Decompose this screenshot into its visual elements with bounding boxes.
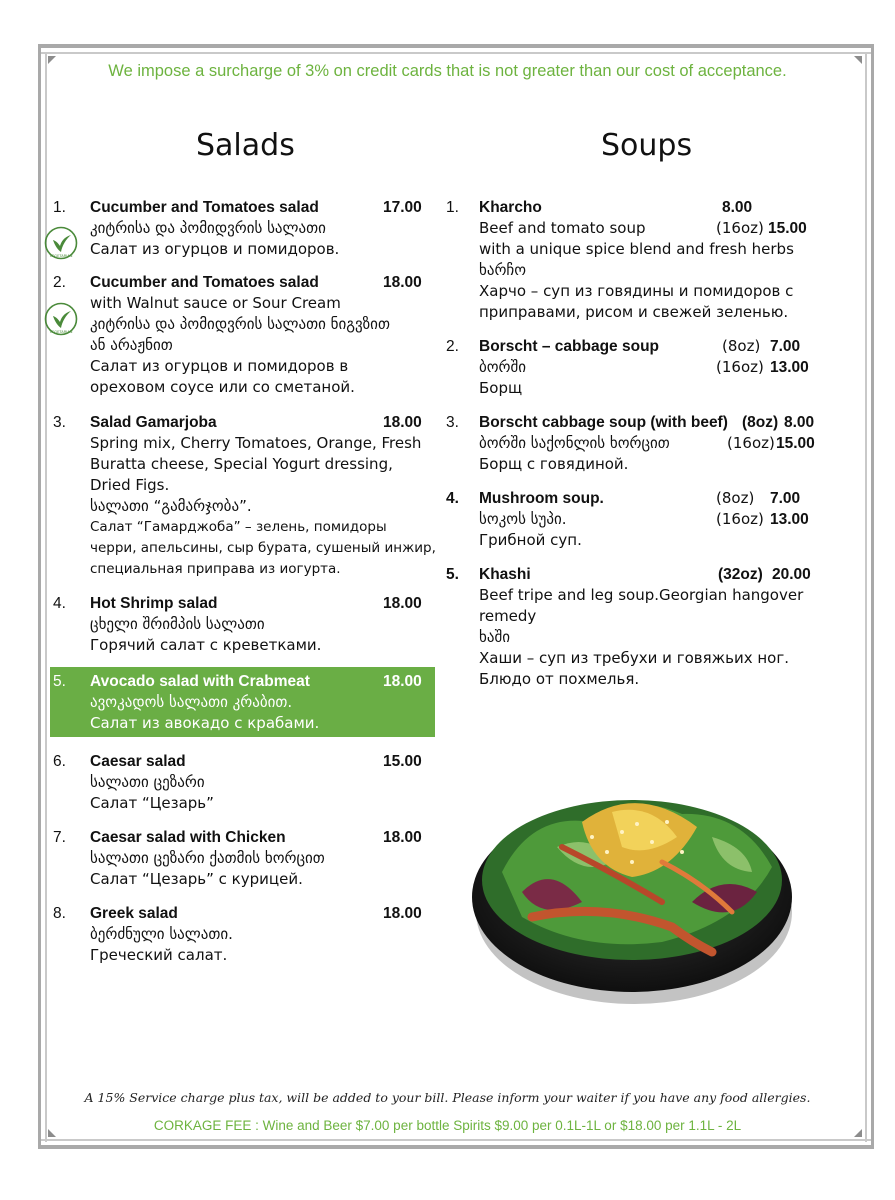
soup-price: 7.00 (770, 490, 801, 507)
salad-price: 17.00 (383, 199, 422, 216)
soup-price: 20.00 (772, 566, 811, 583)
salad-price: 18.00 (383, 673, 422, 690)
soup-name: Kharcho (479, 199, 542, 216)
soup-name: Mushroom soup. (479, 490, 604, 507)
soup-price: 7.00 (770, 338, 801, 355)
soup-size: (16oz) (716, 358, 764, 376)
soup-size: (16oz) (716, 219, 764, 237)
vegetarian-badge-icon (44, 302, 78, 336)
soup-name: Borscht – cabbage soup (479, 338, 660, 355)
salads-title: Salads (196, 128, 295, 163)
frame-bottom-inner (38, 1139, 874, 1141)
soup-size: (32oz) (718, 566, 763, 583)
frame-left-inner (45, 54, 47, 1142)
soup-price: 8.00 (722, 199, 753, 216)
salad-price: 18.00 (383, 829, 422, 846)
salad-name: Caesar salad with Chicken (90, 829, 286, 846)
salad-bowl-photo (462, 752, 802, 1012)
salad-name: Avocado salad with Crabmeat (90, 673, 310, 690)
soup-size: (8oz) (716, 489, 755, 507)
salad-name: Hot Shrimp salad (90, 595, 218, 612)
service-charge-note: A 15% Service charge plus tax, will be added to your bill. Please inform your waiter if you have any food allergies. (84, 1090, 811, 1105)
soup-price: 13.00 (770, 359, 809, 376)
salad-name: Salad Gamarjoba (90, 414, 217, 431)
svg-text:VEGETARIAN: VEGETARIAN (49, 254, 73, 258)
salad-price: 18.00 (383, 905, 422, 922)
vegetarian-badge-icon (44, 226, 78, 260)
soup-size: (8oz) (742, 414, 779, 431)
frame-bottom (38, 1145, 874, 1149)
salad-price: 18.00 (383, 414, 422, 431)
salad-name: Caesar salad (90, 753, 186, 770)
frame-right-inner (865, 54, 867, 1142)
svg-text:VEGETARIAN: VEGETARIAN (49, 330, 73, 334)
soup-size: (16oz) (716, 510, 764, 528)
soup-size: (8oz) (722, 337, 761, 355)
soup-size: (16oz) (727, 434, 775, 452)
soup-name: Khashi (479, 566, 531, 583)
soup-price: 15.00 (776, 435, 815, 452)
surcharge-notice: We impose a surcharge of 3% on credit cards that is not greater than our cost of acceptance. (108, 62, 787, 80)
corkage-fee: CORKAGE FEE : Wine and Beer $7.00 per bottle Spirits $9.00 per 0.1L-1L or $18.00 per 1.1L - 2L (153, 1118, 742, 1133)
frame-left (38, 48, 41, 1148)
frame-top-inner (38, 52, 874, 54)
salad-name: Cucumber and Tomatoes salad (90, 274, 319, 291)
soup-price: 13.00 (770, 511, 809, 528)
salad-price: 18.00 (383, 595, 422, 612)
frame-right (871, 48, 874, 1148)
salad-price: 15.00 (383, 753, 422, 770)
soups-title: Soups (601, 128, 693, 163)
soup-price: 15.00 (768, 220, 807, 237)
salad-name: Cucumber and Tomatoes salad (90, 199, 319, 216)
salad-price: 18.00 (383, 274, 422, 291)
frame-top (38, 44, 874, 48)
soup-price: 8.00 (784, 414, 815, 431)
salad-name: Greek salad (90, 905, 178, 922)
soup-name: Borscht cabbage soup (with beef) (479, 414, 728, 431)
